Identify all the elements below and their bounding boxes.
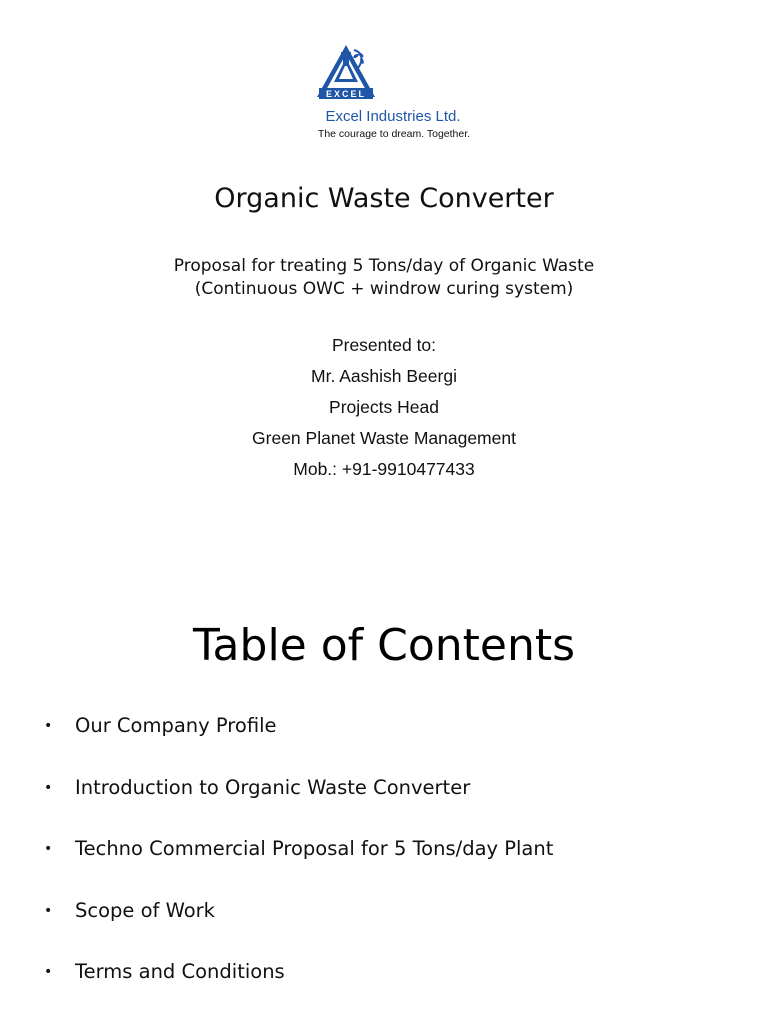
toc-item-label: Scope of Work (75, 898, 215, 922)
subtitle-line-2: (Continuous OWC + windrow curing system) (194, 279, 574, 299)
toc-title: Table of Contents (192, 620, 576, 671)
bullet-icon: • (44, 779, 53, 796)
bullet-icon: • (44, 841, 53, 857)
excel-logo (314, 42, 378, 102)
company-name: Excel Industries Ltd. (325, 108, 461, 125)
toc-item (44, 835, 553, 897)
document-subtitle (0, 255, 768, 301)
recipient-organization: Green Planet Waste Management (252, 428, 516, 448)
bullet-icon: • (44, 718, 53, 734)
bullet-icon: • (44, 964, 53, 980)
toc-item (44, 958, 553, 1020)
recipient-mobile: Mob.: +91-9910477433 (293, 459, 475, 479)
toc-list (44, 712, 553, 1020)
subtitle-line-1: Proposal for treating 5 Tons/day of Organic Waste (173, 256, 595, 276)
toc-item (44, 774, 553, 836)
logo-text: EXCEL (325, 89, 367, 99)
company-tagline: The courage to dream. Together. (317, 128, 471, 140)
document-title: Organic Waste Converter (214, 183, 554, 214)
toc-item-label: Terms and Conditions (75, 960, 285, 983)
toc-item-label: Our Company Profile (75, 714, 277, 737)
toc-item-label: Techno Commercial Proposal for 5 Tons/day Plant (75, 837, 554, 860)
presented-label: Presented to: (331, 335, 437, 355)
bullet-icon: • (44, 902, 53, 919)
toc-item-label: Introduction to Organic Waste Converter (75, 775, 471, 799)
recipient-role: Projects Head (329, 397, 439, 417)
toc-item (44, 897, 553, 959)
presented-to-block (0, 330, 768, 485)
toc-item (44, 712, 553, 774)
recipient-name: Mr. Aashish Beergi (311, 366, 457, 386)
